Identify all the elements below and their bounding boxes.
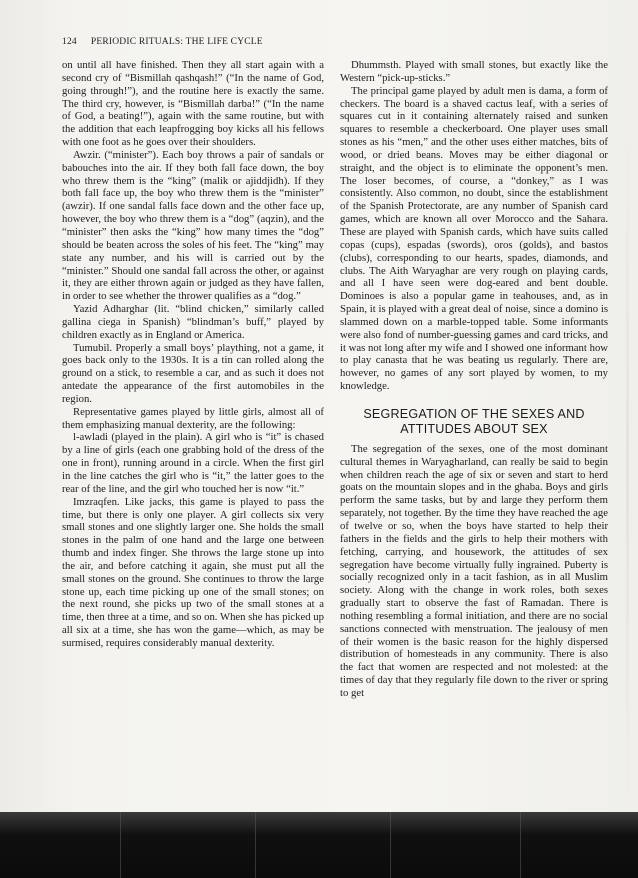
paragraph-leapfrog-end: on until all have finished. Then they all start again with a second cry of “Bismillah qashqash!” (“In the name of God, going through!”), and the routine here is exactly the same. The third cry, however, is “Bismillah darba!” (“In the name of God, a beating!”), again with the same routine, but with the addition that each leapfrogging boy kicks all his fellows with one foot as he goes over their shoulders. — [62, 59, 324, 149]
running-header — [62, 37, 322, 49]
scan-bottom-band — [0, 812, 638, 878]
paragraph-dama-and-cards: The principal game played by adult men is dama, a form of checkers. The board is a shaved cactus leaf, with a series of squares cut in it containing alternately raised and sunken squares to resemble a checkerboard. One player uses small stones as his “men,” and the other uses either matches, bits of wood, or dried beans. Moves may be either diagonal or straight, and the object is to eliminate the opponent’s men. The loser becomes, of course, a “donkey,” as I was consistently. Also common, no doubt, since the establishment of the Spanish Protectorate, are any number of Spanish card games, which are known all over Morocco and the Sahara. These are played with Spanish cards, which have suits called copas (cups), espadas (swords), oros (golds), and bastos (clubs), corresponding to our hearts, spades, diamonds, and clubs. The Aith Waryaghar are very rough on playing cards, and all I have seen were dog-eared and bent double. Dominoes is also a popular game in teahouses, and, as in Spain, it is played with a great deal of noise, since a domino is slammed down on a marble-topped table. Some informants were also fond of number-guessing games and card tricks, and it was not long after my wife and I showed one informant how to play canasta that he was beating us regularly. There are, however, no games of any sort played by women, to my knowledge. — [340, 84, 608, 393]
paragraph-awzir: Awzir. (“minister”). Each boy throws a pair of sandals or babouches into the air. If they both fall face down, the boy who threw them is the “king” (malik or ajiddjidh). If they both fall face up, the boy who threw them is the “minister” (awzir). If one sandal falls face down and the other face up, however, the boy who threw them is a “dog” (aqzin), and the “minister” then asks the “king” how many times the “dog” should be beaten across the soles of his feet. The “king” may state any number, and his will is carried out by the “minister.” Should one sandal fall across the other, or against it, they are either thrown again or judged as they have fallen, in order to see whether the thrower qualifies as a “dog.” — [62, 148, 324, 303]
paragraph-tumubil: Tumubil. Properly a small boys’ plaything, not a game, it goes back only to the 1930s. It is a tin can rolled along the ground on a stick, to resemble a car, and as such it does not antedate the appearance of the first automobiles in the region. — [62, 341, 324, 405]
left-column — [62, 59, 324, 794]
section-heading — [340, 407, 608, 437]
section-heading-line-2: ATTITUDES ABOUT SEX — [400, 421, 548, 436]
paragraph-l-awladi: l-awladi (played in the plain). A girl who is “it” is chased by a line of girls (each one grabbing hold of the dress of the one in front), running around in a circle. When the first girl in the line catches the girl who is “it,” the latter goes to the rear of the line, and the girl who touched her is now “it.” — [62, 431, 324, 495]
running-title: PERIODIC RITUALS: THE LIFE CYCLE — [90, 37, 263, 47]
page-edge-shadow — [626, 130, 629, 810]
paragraph-girls-games-intro: Representative games played by little girls, almost all of them emphasizing manual dexterity, are the following: — [62, 405, 324, 431]
paragraph-imzraqfen: Imzraqfen. Like jacks, this game is played to pass the time, but there is only one player. A girl collects six very small stones and one slightly larger one. She holds the small stones in the palm of one hand and the large one between thumb and index finger. She throws the large stone up into the air, and before catching it again, she must put all the small stones on the ground. She continues to throw the large stone up, each time picking up one of the small stones; on the next round, she picks up two of the small stones at a time, then three at a time, and so on. When she has picked up all six at a time, she has won the game—which, as may be surmised, requires considerably manual dexterity. — [62, 495, 324, 649]
scan-stripe — [520, 812, 521, 878]
page-number: 124 — [62, 37, 77, 47]
paragraph-segregation: The segregation of the sexes, one of the most dominant cultural themes in Waryagharland, can really be said to begin when children reach the age of six or seven and start to herd goats on the mountain slopes and in the ghaba. Boys and girls perform the same tasks, but by and large they perform them separately, not together. By the time they have reached the age of twelve or so, when the boys have started to help their fathers in the fields and the girls to help their mothers with fetching, carrying, and housework, the attitudes of sex segregation have become virtually fully ingrained. Puberty is socially recognized only in a tacit fashion, as in all Muslim society. Along with the change in work roles, both sexes gradually start to observe the fast of Ramadan. There is nothing resembling a formal initiation, and there are no social sanctions connected with menstruation. The jealousy of men of their women is the basic reason for the highly dispersed distribution of homesteads in any community. There is also the fact that women are respected and not molested: at the times of day that they regularly file down to the river or spring to get — [340, 442, 608, 699]
scan-stripe — [255, 812, 256, 878]
scan-stripe — [120, 812, 121, 878]
section-heading-line-1: SEGREGATION OF THE SEXES AND — [363, 406, 585, 421]
paragraph-yazid-adharghar: Yazid Adharghar (lit. “blind chicken,” similarly called gallina ciega in Spanish) “blindman’s buff,” played by children exactly as in England or America. — [62, 303, 324, 341]
paragraph-dhummsth: Dhummsth. Played with small stones, but exactly like the Western “pick-up-sticks.” — [340, 59, 608, 84]
right-column — [340, 59, 608, 794]
scan-stripe — [390, 812, 391, 878]
